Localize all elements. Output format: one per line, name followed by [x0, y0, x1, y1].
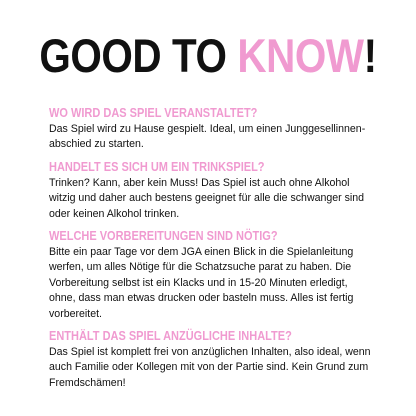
page-title	[29, 28, 387, 84]
faq-heading: WO WIRD DAS SPIEL VERANSTALTET?	[49, 106, 258, 120]
faq-answer: Das Spiel wird zu Hause gespielt. Ideal, um einen Junggesellinnen-abschied zu starten.	[49, 123, 366, 151]
faq-section-content	[49, 329, 374, 391]
faq-section-location	[49, 106, 374, 153]
faq-answer: Das Spiel ist komplett frei von anzüglichen Inhalten, also ideal, wenn auch Familie oder Kollegen mit von der Partie sind. Kein Grund zum Fremdschämen!	[49, 346, 371, 389]
faq-heading: HANDELT ES SICH UM EIN TRINKSPIEL?	[49, 159, 265, 174]
title-part-good-to: GOOD TO	[39, 29, 238, 82]
title-part-exclamation: !	[363, 29, 377, 82]
faq-heading: ENTHÄLT DAS SPIEL ANZÜGLICHE INHALTE?	[49, 329, 292, 344]
title-part-know: KNOW	[237, 29, 364, 82]
faq-answer: Trinken? Kann, aber kein Muss! Das Spiel ist auch ohne Alkohol witzig und daher auch bestens geeignet für alle die schwanger sind oder keinen Alkohol trinken.	[49, 176, 365, 220]
faq-answer: Bitte ein paar Tage vor dem JGA einen Blick in die Spielanleitung werfen, um alles Nötige für die Schatzsuche parat zu haben. Die Vorbereitung selbst ist ein Klacks und in 15-20 Minuten erledigt, ohne, dass man etwas drucken oder basteln muss. Alles ist fertig vorbereitet.	[49, 246, 354, 320]
faq-list	[49, 106, 374, 398]
faq-section-drinking	[49, 160, 374, 222]
faq-heading: WELCHE VORBEREITUNGEN SIND NÖTIG?	[49, 229, 278, 244]
faq-section-preparation	[49, 229, 374, 322]
